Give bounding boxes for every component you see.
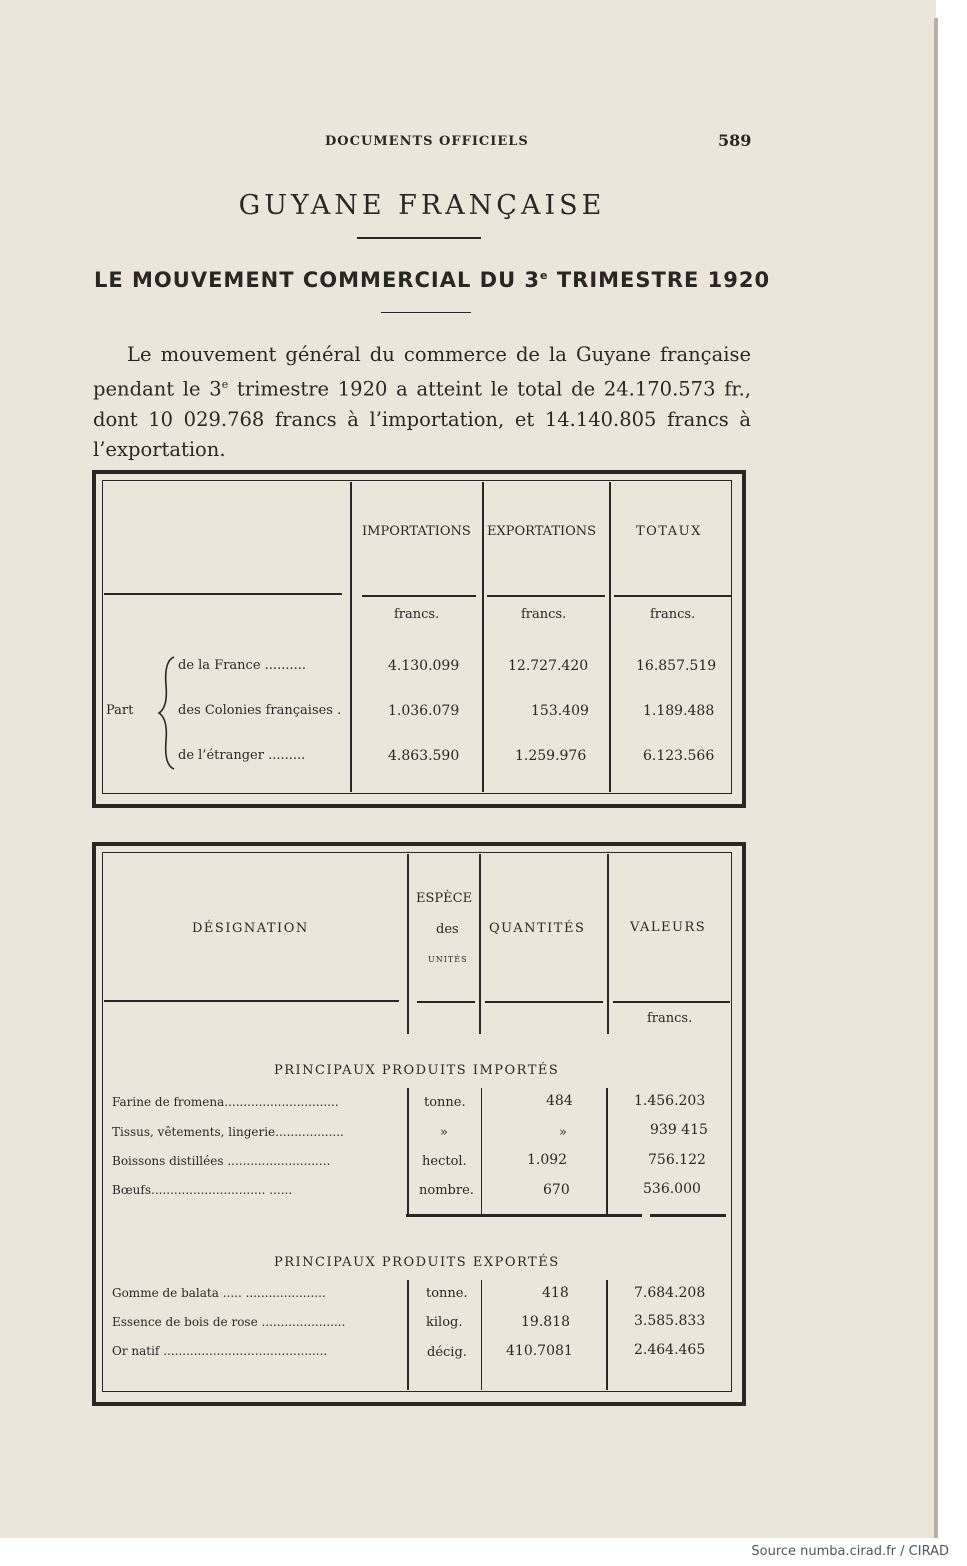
col-header-des: des (436, 922, 459, 937)
cell-exp: 1.259.976 (515, 748, 587, 764)
cell-unit: décig. (427, 1345, 467, 1360)
cell-value: 2.464.465 (634, 1342, 706, 1358)
cell-tot: 1.189.488 (643, 703, 715, 719)
unit-exportations: francs. (521, 607, 567, 622)
cell-exp: 153.409 (531, 703, 589, 719)
cell-unit: tonne. (426, 1286, 468, 1301)
cell-value: 939 415 (650, 1122, 708, 1138)
cell-unit: » (440, 1125, 448, 1140)
cell-qty: 19.818 (521, 1314, 570, 1330)
imports-heading: PRINCIPAUX PRODUITS IMPORTÉS (274, 1063, 560, 1078)
table-row: de la France .......... (178, 658, 306, 673)
title-rule (357, 237, 481, 239)
col-header-exportations: EXPORTATIONS (487, 524, 597, 539)
cell-value: 756.122 (648, 1152, 706, 1168)
page-edge (934, 18, 938, 1538)
cell-tot: 6.123.566 (643, 748, 715, 764)
list-item: Bœufs.............................. ...... (112, 1183, 293, 1197)
page-number: 589 (718, 131, 752, 150)
cell-unit: tonne. (424, 1095, 466, 1110)
running-title: DOCUMENTS OFFICIELS (325, 134, 529, 149)
list-item: Boissons distillées ........................... (112, 1154, 331, 1168)
cell-exp: 12.727.420 (508, 658, 589, 674)
table-row: des Colonies françaises . (178, 703, 342, 718)
col-header-quantites: QUANTITÉS (489, 921, 586, 936)
cell-qty: 670 (543, 1182, 570, 1198)
cell-qty: 484 (546, 1093, 573, 1109)
cell-qty: 418 (542, 1285, 569, 1301)
page-title: GUYANE FRANÇAISE (238, 190, 606, 221)
section-subtitle: LE MOUVEMENT COMMERCIAL DU 3e TRIMESTRE 1920 (94, 268, 771, 292)
cell-imp: 1.036.079 (388, 703, 460, 719)
cell-value: 536.000 (643, 1181, 701, 1197)
col-header-valeurs: VALEURS (630, 920, 707, 935)
col-header-totaux: TOTAUX (636, 524, 702, 539)
source-credit: Source numba.cirad.fr / CIRAD (751, 1544, 949, 1559)
cell-unit: nombre. (419, 1183, 474, 1198)
cell-imp: 4.130.099 (388, 658, 460, 674)
curly-brace (156, 655, 178, 771)
subtitle-rule (381, 312, 471, 313)
cell-value: 1.456.203 (634, 1093, 706, 1109)
table-row: de l’étranger ......... (178, 748, 306, 763)
intro-paragraph: Le mouvement général du commerce de la Guyane française pendant le 3e trimestre 1920 a atteint le total de 24.170.573 fr., dont 10 029.768 francs à l’importation, et 14.140.805 francs à l’exportation. (93, 343, 752, 461)
cell-value: 7.684.208 (634, 1285, 706, 1301)
list-item: Essence de bois de rose ...................... (112, 1315, 346, 1329)
list-item: Tissus, vêtements, lingerie.................. (112, 1125, 344, 1139)
cell-qty: 410.7081 (506, 1343, 573, 1359)
cell-tot: 16.857.519 (636, 658, 717, 674)
col-header-unites: UNITÉS (428, 955, 468, 964)
unit-valeurs: francs. (647, 1011, 693, 1026)
cell-qty: » (559, 1125, 567, 1140)
group-label-part: Part (106, 703, 134, 718)
list-item: Gomme de balata ..... ..................... (112, 1286, 326, 1300)
exports-heading: PRINCIPAUX PRODUITS EXPORTÉS (274, 1255, 560, 1270)
cell-qty: 1.092 (527, 1152, 568, 1168)
cell-value: 3.585.833 (634, 1313, 706, 1329)
list-item: Farine de fromena.............................. (112, 1095, 339, 1109)
col-header-espece: ESPÈCE (416, 891, 473, 906)
cell-imp: 4.863.590 (388, 748, 460, 764)
cell-unit: kilog. (426, 1315, 463, 1330)
col-header-importations: IMPORTATIONS (362, 524, 471, 539)
unit-importations: francs. (394, 607, 440, 622)
list-item: Or natif ........................................... (112, 1344, 328, 1358)
col-header-designation: DÉSIGNATION (192, 921, 309, 936)
cell-unit: hectol. (422, 1154, 467, 1169)
unit-totaux: francs. (650, 607, 696, 622)
